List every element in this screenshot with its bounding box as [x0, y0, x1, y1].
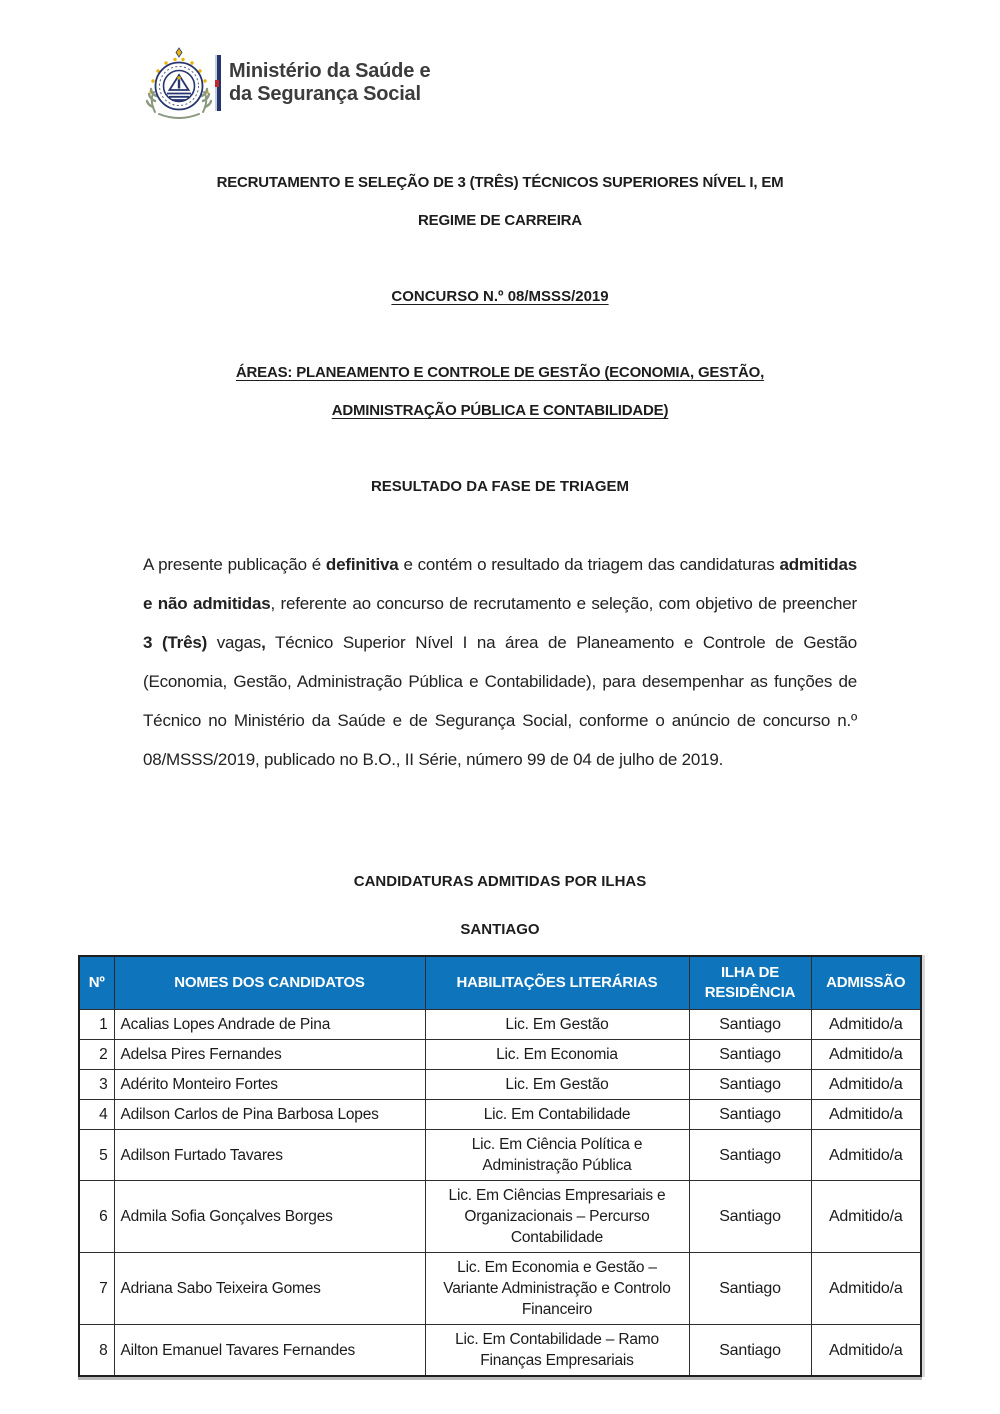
candidates-table-wrapper [78, 955, 920, 1377]
cell-island: Santiago [689, 1040, 811, 1070]
candidaturas-heading: CANDIDATURAS ADMITIDAS POR ILHAS [353, 873, 647, 890]
column-header-3: ILHA DE RESIDÊNCIA [689, 956, 811, 1010]
ministry-name [229, 60, 430, 106]
cell-num: 3 [79, 1070, 114, 1100]
cell-num: 7 [79, 1253, 114, 1325]
document-title [0, 164, 1000, 240]
column-header-2: HABILITAÇÕES LITERÁRIAS [425, 956, 689, 1010]
cell-num: 4 [79, 1100, 114, 1130]
cell-qualification: Lic. Em Gestão [425, 1010, 689, 1040]
intro-paragraph [143, 545, 857, 779]
areas-heading [0, 354, 1000, 430]
table-row [79, 1130, 921, 1181]
cell-num: 6 [79, 1181, 114, 1253]
ministry-name-line2: da Segurança Social [229, 83, 421, 105]
paragraph-bold-segment: admitidas e não admitidas [143, 555, 857, 613]
cell-num: 8 [79, 1325, 114, 1377]
paragraph-segment: , referente ao concurso de recrutamento e seleção, com objetivo de preencher [270, 594, 857, 613]
table-row [79, 1040, 921, 1070]
paragraph-segment: vagas [207, 633, 262, 652]
heading-line: ÁREAS: PLANEAMENTO E CONTROLE DE GESTÃO (ECONOMIA, GESTÃO, [235, 364, 765, 381]
cell-num: 5 [79, 1130, 114, 1181]
cell-island: Santiago [689, 1010, 811, 1040]
cell-island: Santiago [689, 1100, 811, 1130]
heading-line: REGIME DE CARREIRA [418, 212, 582, 229]
paragraph-segment: e contém o resultado da triagem das candidaturas [398, 555, 780, 574]
table-row [79, 1070, 921, 1100]
cell-num: 2 [79, 1040, 114, 1070]
concurso-heading: CONCURSO N.º 08/MSSS/2019 [391, 288, 609, 305]
cell-admission: Admitido/a [811, 1253, 921, 1325]
cell-name: Adérito Monteiro Fortes [114, 1070, 425, 1100]
coat-of-arms-icon [145, 46, 213, 120]
cell-island: Santiago [689, 1253, 811, 1325]
paragraph-bold-segment: 3 (Três) [143, 633, 208, 652]
table-row [79, 1253, 921, 1325]
paragraph-bold-segment: definitiva [325, 555, 399, 574]
cell-num: 1 [79, 1010, 114, 1040]
cell-name: Adilson Carlos de Pina Barbosa Lopes [114, 1100, 425, 1130]
cell-qualification: Lic. Em Economia e Gestão – Variante Administração e Controlo Financeiro [425, 1253, 689, 1325]
cell-admission: Admitido/a [811, 1100, 921, 1130]
cell-admission: Admitido/a [811, 1010, 921, 1040]
table-row [79, 1325, 921, 1377]
logo-divider-bar [215, 55, 221, 111]
cell-name: Adriana Sabo Teixeira Gomes [114, 1253, 425, 1325]
cell-qualification: Lic. Em Contabilidade – Ramo Finanças Empresariais [425, 1325, 689, 1377]
table-header-row [79, 956, 921, 1010]
table-row [79, 1100, 921, 1130]
cell-island: Santiago [689, 1070, 811, 1100]
cell-qualification: Lic. Em Ciências Empresariais e Organizacionais – Percurso Contabilidade [425, 1181, 689, 1253]
cell-island: Santiago [689, 1181, 811, 1253]
cell-qualification: Lic. Em Economia [425, 1040, 689, 1070]
table-row [79, 1010, 921, 1040]
cell-name: Admila Sofia Gonçalves Borges [114, 1181, 425, 1253]
cell-admission: Admitido/a [811, 1130, 921, 1181]
ministry-logo [145, 46, 430, 120]
island-heading: SANTIAGO [460, 921, 540, 938]
cell-qualification: Lic. Em Contabilidade [425, 1100, 689, 1130]
cell-name: Acalias Lopes Andrade de Pina [114, 1010, 425, 1040]
cell-name: Adilson Furtado Tavares [114, 1130, 425, 1181]
ministry-name-line1: Ministério da Saúde e [229, 60, 431, 82]
paragraph-segment: Técnico Superior Nível I na área de Planeamento e Controle de Gestão (Economia, Gestão, Administração Pública e Contabilidade), para desempenhar as funções de Técnico no Ministério da Saúde e de Segurança Social, conforme o anúncio de concurso n.º 08/MSSS/2019, publicado no B.O., II Série, número 99 de 04 de julho de 2019. [143, 633, 857, 769]
cell-name: Adelsa Pires Fernandes [114, 1040, 425, 1070]
heading-line: RECRUTAMENTO E SELEÇÃO DE 3 (TRÊS) TÉCNICOS SUPERIORES NÍVEL I, EM [216, 174, 784, 191]
column-header-0: Nº [79, 956, 114, 1010]
cell-island: Santiago [689, 1130, 811, 1181]
paragraph-bold-segment: , [261, 633, 266, 652]
cell-island: Santiago [689, 1325, 811, 1377]
logo-red-accent [215, 80, 219, 87]
table-header [79, 956, 921, 1010]
column-header-4: ADMISSÃO [811, 956, 921, 1010]
cell-admission: Admitido/a [811, 1070, 921, 1100]
cell-admission: Admitido/a [811, 1325, 921, 1377]
cell-name: Ailton Emanuel Tavares Fernandes [114, 1325, 425, 1377]
cell-qualification: Lic. Em Ciência Política e Administração Pública [425, 1130, 689, 1181]
cell-admission: Admitido/a [811, 1040, 921, 1070]
table-row [79, 1181, 921, 1253]
cell-qualification: Lic. Em Gestão [425, 1070, 689, 1100]
cell-admission: Admitido/a [811, 1181, 921, 1253]
candidates-table [78, 955, 922, 1377]
column-header-1: NOMES DOS CANDIDATOS [114, 956, 425, 1010]
heading-line: ADMINISTRAÇÃO PÚBLICA E CONTABILIDADE) [331, 402, 669, 419]
resultado-heading: RESULTADO DA FASE DE TRIAGEM [370, 478, 630, 495]
paragraph-segment: A presente publicação é [143, 555, 326, 574]
